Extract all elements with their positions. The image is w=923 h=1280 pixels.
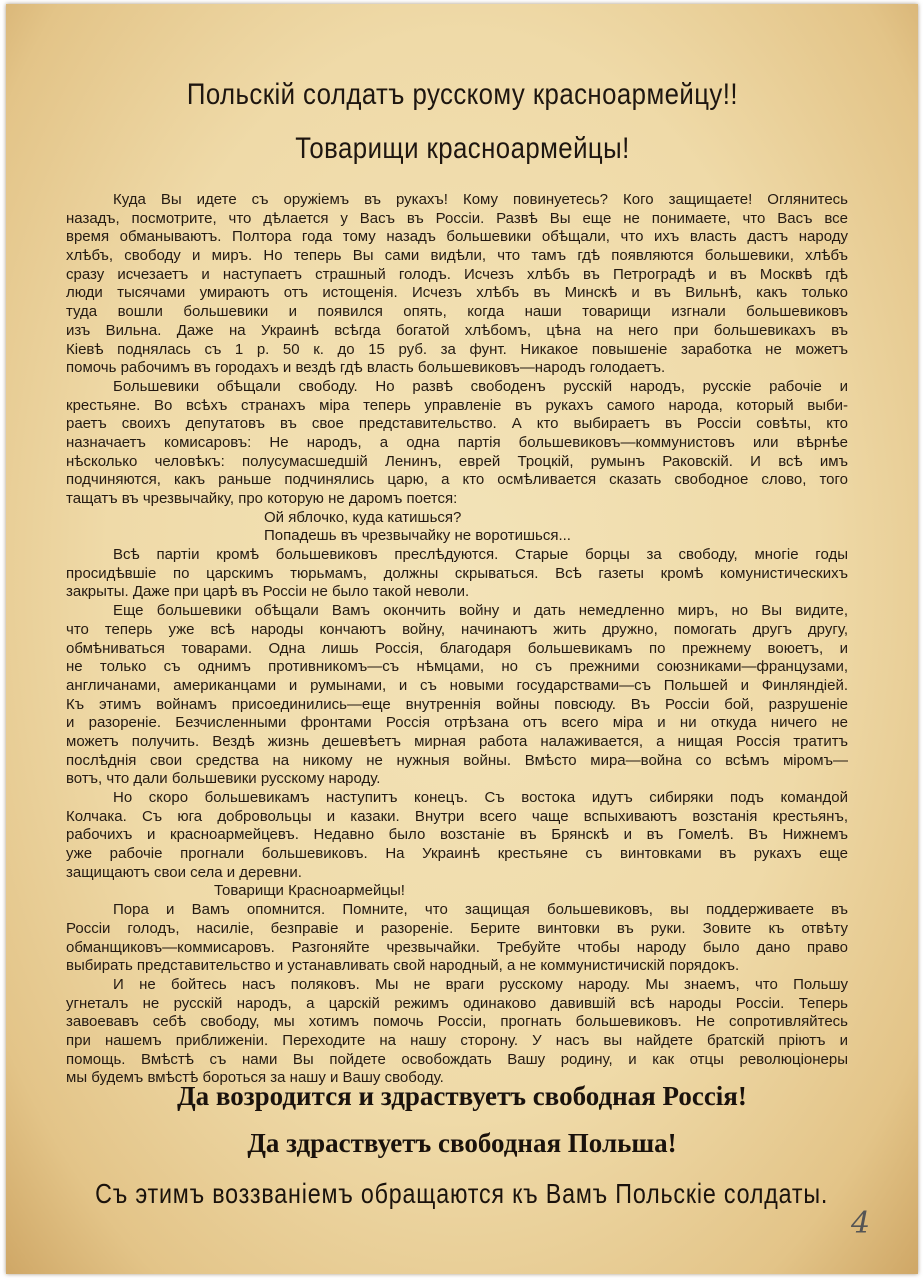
paragraph-line: помощь. Вмѣстѣ съ нами Вы пойдете освобождать Вашу родину, и как отцы революціонеры [66,1050,848,1068]
paragraph-line: Пора и Вамъ опомнится. Помните, что защищая большевиковъ, вы поддерживаете въ [113,901,848,919]
paragraph-line: Еще большевики обѣщали Вамъ окончить войну и дать немедленно миръ, но Вы видите, [113,602,848,620]
paragraph-line: мы будемъ вмѣстѣ бороться за нашу и Вашу свободу. [66,1069,444,1087]
paragraph-line: при нашемъ приближеніи. Переходите на нашу сторону. У насъ вы найдете братскій пріютъ и [66,1031,848,1049]
paragraph-line: помочь рабочимъ въ городахъ и вездѣ гдѣ власть большевиковъ—народъ голодаетъ. [66,359,666,377]
paragraph-line: обмѣниваться товарами. Одна лишь Россія, благодаря большевикамъ по прежнему воюетъ, и [66,639,848,657]
paragraph-line: тащатъ въ чрезвычайку, про которую не даромъ поется: [66,490,458,507]
handwritten-page-number: 4 [851,1206,871,1241]
closing-line-1: Да возродится и здраствуетъ свободная Россія! [177,1081,747,1111]
section-heading: Товарищи Красноармейцы! [214,882,405,900]
paragraph-line: угнеталъ не русскій народъ, а царскій режимъ одинаково давившій всѣ народы Россіи. Теперь [66,994,848,1012]
paragraph-line: рабочихъ и красноармейцевъ. Недавно было возстаніе въ Брянскѣ и въ Гомелѣ. Въ Нижнемъ [66,826,848,844]
paragraph-line: И не бойтесь насъ поляковъ. Мы не враги русскому народу. Мы знаемъ, что Польшу [113,975,848,993]
document-subtitle [6,132,918,166]
paragraph-line: обманщиковъ—коммисаровъ. Разгоняйте чрезвычайки. Требуйте чтобы народу было дано право [66,938,848,956]
closing-line-3 [6,1178,918,1210]
paragraph-line: просидѣвшіе по царскимъ тюрьмамъ, должны скрываться. Всѣ газеты кромѣ комунистическихъ [66,564,848,582]
document-body [66,191,848,1088]
paragraph-line: люди тысячами умираютъ отъ истощенія. Исчезъ хлѣбъ въ Минскѣ и въ Вильнѣ, какъ только [66,284,848,302]
paragraph-line: завоевавъ себѣ свободу, мы хотимъ помочь Россіи, прогнать большевиковъ. Не сопротивляйтесь [66,1013,848,1031]
paragraph-line: не только съ однимъ противникомъ—съ нѣмцами, но съ прежними союзниками—французами, [66,658,848,676]
paragraph-line: Россіи голодъ, насиліе, безправіе и разореніе. Берите винтовки въ руки. Зовите къ отвѣту [66,919,848,937]
paragraph-line: Кіевѣ поднялась съ 1 р. 50 к. до 15 руб. за фунт. Никакое повышеніе заработка не можетъ [66,340,848,358]
paragraph-line: Большевики обѣщали свободу. Но развѣ свободенъ русскій народъ, русскіе рабочіе и [113,377,848,395]
paragraph-line: подчиняются, какъ раньше подчинялись царю, а кто осмѣливается сказать свободное слово, того [66,471,848,489]
verse-line: Попадешь въ чрезвычайку не воротишься... [264,527,571,545]
paragraph-line: назадъ, посмотрите, что дѣлается у Васъ въ Россіи. Развѣ Вы еще не понимаете, что Васъ все [66,209,848,227]
paragraph-line: вотъ, что дали большевики русскому народу. [66,770,381,788]
paragraph-line: сразу исчезаетъ и наступаетъ страшный голодъ. Исчезъ хлѣбъ въ Петроградѣ и въ Москвѣ гдѣ [66,265,848,283]
paragraph-line: выбирать представительство и устанавливать свой народный, а не коммунистичискій порядокъ. [66,957,740,975]
paragraph-line: хлѣбъ, свободу и миръ. Но теперь Вы сами видѣли, что тамъ гдѣ появляются большевики, хлѣбъ [66,247,848,265]
paragraph-line: Но скоро большевикамъ наступитъ конецъ. Съ востока идутъ сибиряки подъ командой [113,789,848,806]
paragraph-line: уже рабочіе прогнали большевиковъ. На Украинѣ крестьяне съ винтовками въ рукахъ еще [66,845,848,863]
document-subtitle-text: Товарищи красноармейцы! [294,132,630,165]
paragraph-line: закрыты. Даже при царѣ въ Россіи не было такой неволи. [66,583,470,601]
paragraph-line: крестьяне. Во всѣхъ странахъ міра теперь управленіе въ рукахъ самого народа, который выби- [66,396,848,414]
paragraph-line: англичанами, американцами и румынами, и съ новыми государствами—съ Польшей и Финляндіей. [66,676,848,694]
verse-line: Ой яблочко, куда катишься? [264,508,462,526]
paragraph-line: Куда Вы идете съ оружіемъ въ рукахъ! Кому повинуетесь? Кого защищаете! Оглянитесь [113,191,848,208]
paragraph-line: что теперь уже всѣ народы кончаютъ войну, начинаютъ жить дружно, помогать другъ другу, [66,620,848,638]
paragraph-line: послѣднія свои средства на никому не нужныя войны. Вмѣсто мира—война со всѣмъ міромъ— [66,751,848,769]
paragraph-line: время обманываютъ. Полтора года тому назадъ большевики обѣщали, что ихъ власть дастъ народу [66,228,848,246]
paragraph-line: назначаетъ комисаровъ: Не народъ, а одна партія большевиковъ—коммунистовъ или вѣрнѣе [66,433,848,451]
paragraph-line: можетъ получить. Вездѣ жизнь дешевѣетъ мирная работа налаживается, а нищая Россія тратитъ [66,732,848,750]
document-title [6,78,918,112]
paragraph-line: защищаютъ свои села и деревни. [66,863,302,881]
closing-line-2: Да здраствуетъ свободная Польша! [247,1128,677,1158]
document-page [6,4,918,1274]
paragraph-line: туда вошли большевики и появился опять, когда наши товарищи изгнали большевиковъ [66,303,848,321]
paragraph-line: Колчака. Съ юга добровольцы и казаки. Внутри всего чаще вспыхиваютъ возстанія крестьянъ, [66,807,848,825]
paragraph-line: изъ Вильна. Даже на Украинѣ всѣгда богатой хлѣбомъ, цѣна на него при большевикахъ въ [66,321,848,339]
paragraph-line: раетъ своихъ депутатовъ въ свое представительство. А кто выбираетъ въ Россіи совѣты, кто [66,415,848,433]
paragraph-line: Къ этимъ войнамъ присоединились—еще внутреннія войны повсюду. Въ Россіи бой, разрушеніе [66,695,848,713]
paragraph-line: нѣсколько человѣкъ: полусумасшедшій Ленинъ, еврей Троцкій, румынъ Раковскій. И всѣ имъ [66,452,848,470]
document-title-text: Польскій солдатъ русскому красноармейцу!! [186,78,738,111]
paragraph-line: и разореніе. Безчисленными фронтами Россія отрѣзана отъ всего міра и ни откуда ничего не [66,714,848,732]
closing-line-3-text: Съ этимъ воззваніемъ обращаются къ Вамъ Польскіе солдаты. [95,1178,829,1209]
paragraph-line: Всѣ партіи кромѣ большевиковъ преслѣдуются. Старые борцы за свободу, многіе годы [113,546,848,564]
